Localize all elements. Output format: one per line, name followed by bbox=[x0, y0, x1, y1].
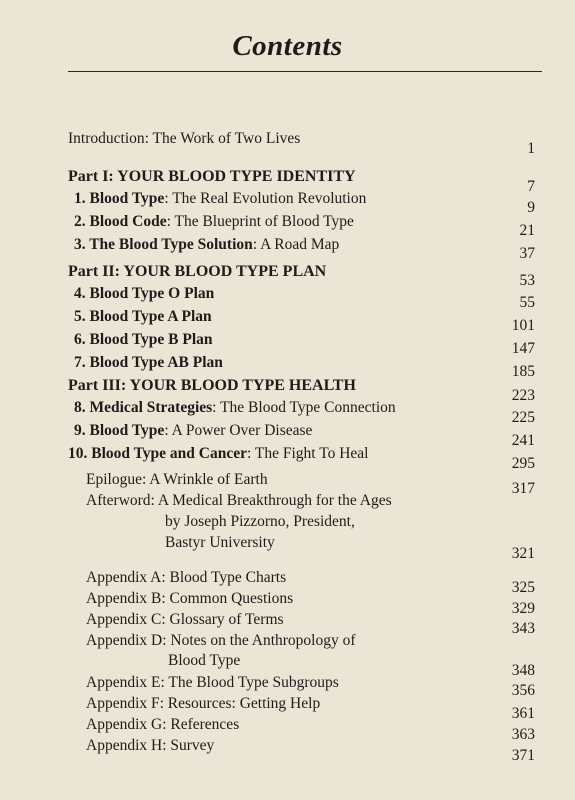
toc-entry-title-text: Appendix H: Survey bbox=[86, 737, 215, 754]
toc-entry-title-text: : A Road Map bbox=[252, 236, 340, 253]
page-title: Contents bbox=[232, 30, 343, 62]
toc-entry-title-bold: Part III: YOUR BLOOD TYPE HEALTH bbox=[68, 377, 356, 394]
toc-page-number: 1 bbox=[527, 140, 535, 157]
toc-entry-title-text: Appendix E: The Blood Type Subgroups bbox=[86, 674, 339, 691]
toc-page-number: 101 bbox=[511, 317, 535, 334]
toc-entry-title-bold: 4. Blood Type O Plan bbox=[74, 285, 215, 302]
toc-entry-title bbox=[86, 630, 356, 652]
toc-page-number: 225 bbox=[511, 409, 535, 426]
toc-entry-title bbox=[86, 490, 392, 512]
toc-page-number: 348 bbox=[511, 662, 535, 679]
toc-entry-title-text: Appendix G: References bbox=[86, 716, 240, 733]
toc-entry bbox=[0, 511, 575, 533]
toc-page-number: 147 bbox=[511, 340, 535, 357]
toc-entry-title-text: Epilogue: A Wrinkle of Earth bbox=[86, 471, 268, 488]
toc-entry-title-bold: 10. Blood Type and Cancer bbox=[68, 445, 247, 462]
toc-page-number: 321 bbox=[511, 545, 535, 562]
toc-page-number: 343 bbox=[511, 620, 535, 637]
toc-entry bbox=[0, 630, 575, 652]
toc-entry-title-bold: 5. Blood Type A Plan bbox=[74, 308, 212, 325]
toc-entry-title-text: : The Real Evolution Revolution bbox=[164, 190, 367, 207]
toc-entry-title-bold: 6. Blood Type B Plan bbox=[74, 331, 213, 348]
toc-page-number: 241 bbox=[511, 432, 535, 449]
toc-entry-title-text: Appendix B: Common Questions bbox=[86, 590, 294, 607]
toc-entry-title-text: Bastyr University bbox=[165, 534, 275, 551]
toc-page-row bbox=[0, 543, 575, 565]
toc-entry-title-text: Blood Type bbox=[168, 652, 241, 669]
toc-entry-title-text: : A Power Over Disease bbox=[164, 422, 313, 439]
toc-entry-title-bold: Part I: YOUR BLOOD TYPE IDENTITY bbox=[68, 168, 356, 185]
toc-entry-title-text: : The Blueprint of Blood Type bbox=[166, 213, 354, 230]
toc-entry-title-bold: 1. Blood Type bbox=[74, 190, 165, 207]
toc-page-number: 185 bbox=[511, 363, 535, 380]
toc-entry-title-text: Appendix C: Glossary of Terms bbox=[86, 611, 284, 628]
toc-page-number: 361 bbox=[511, 705, 535, 722]
toc-entry-title-bold: 9. Blood Type bbox=[74, 422, 165, 439]
toc-entry-title-bold: 2. Blood Code bbox=[74, 213, 167, 230]
toc-entry-title-bold: 8. Medical Strategies bbox=[74, 399, 213, 416]
toc-page-number: 7 bbox=[527, 178, 535, 195]
toc-page-number: 356 bbox=[511, 682, 535, 699]
toc-page-number: 55 bbox=[519, 294, 535, 311]
toc-entry-title-text: : The Blood Type Connection bbox=[212, 399, 396, 416]
toc-page-number: 295 bbox=[511, 455, 535, 472]
toc-page-number: 363 bbox=[511, 726, 535, 743]
toc-page-number: 371 bbox=[511, 747, 535, 764]
toc-page-number: 21 bbox=[519, 222, 535, 239]
toc-page-number: 9 bbox=[527, 199, 535, 216]
toc-entry-title-text: Appendix D: Notes on the Anthropology of bbox=[86, 632, 356, 649]
toc-entry-title-bold: 3. The Blood Type Solution bbox=[74, 236, 253, 253]
toc-entry-title-bold: Part II: YOUR BLOOD TYPE PLAN bbox=[68, 263, 327, 280]
toc-page-row bbox=[0, 138, 575, 160]
toc-page-number: 223 bbox=[511, 387, 535, 404]
toc-page-number: 53 bbox=[519, 272, 535, 289]
toc-entry-title-text: Afterword: A Medical Breakthrough for the Ages bbox=[86, 492, 392, 509]
toc-page-number: 37 bbox=[519, 245, 535, 262]
title-rule bbox=[68, 71, 542, 72]
toc-page-row bbox=[0, 745, 575, 767]
toc-page-number: 325 bbox=[511, 579, 535, 596]
toc-entry-title bbox=[165, 511, 355, 533]
toc-entry-title-text: Introduction: The Work of Two Lives bbox=[68, 130, 301, 147]
toc-entry-title-bold: 7. Blood Type AB Plan bbox=[74, 354, 223, 371]
toc-entry-title-text: Appendix A: Blood Type Charts bbox=[86, 569, 287, 586]
toc-entry-title-text: by Joseph Pizzorno, President, bbox=[165, 513, 355, 530]
toc-entry-title-text: Appendix F: Resources: Getting Help bbox=[86, 695, 321, 712]
toc-entry bbox=[0, 490, 575, 512]
toc-entry-title-text: : The Fight To Heal bbox=[247, 445, 369, 462]
toc-page-number: 329 bbox=[511, 600, 535, 617]
toc-page-number: 317 bbox=[511, 480, 535, 497]
